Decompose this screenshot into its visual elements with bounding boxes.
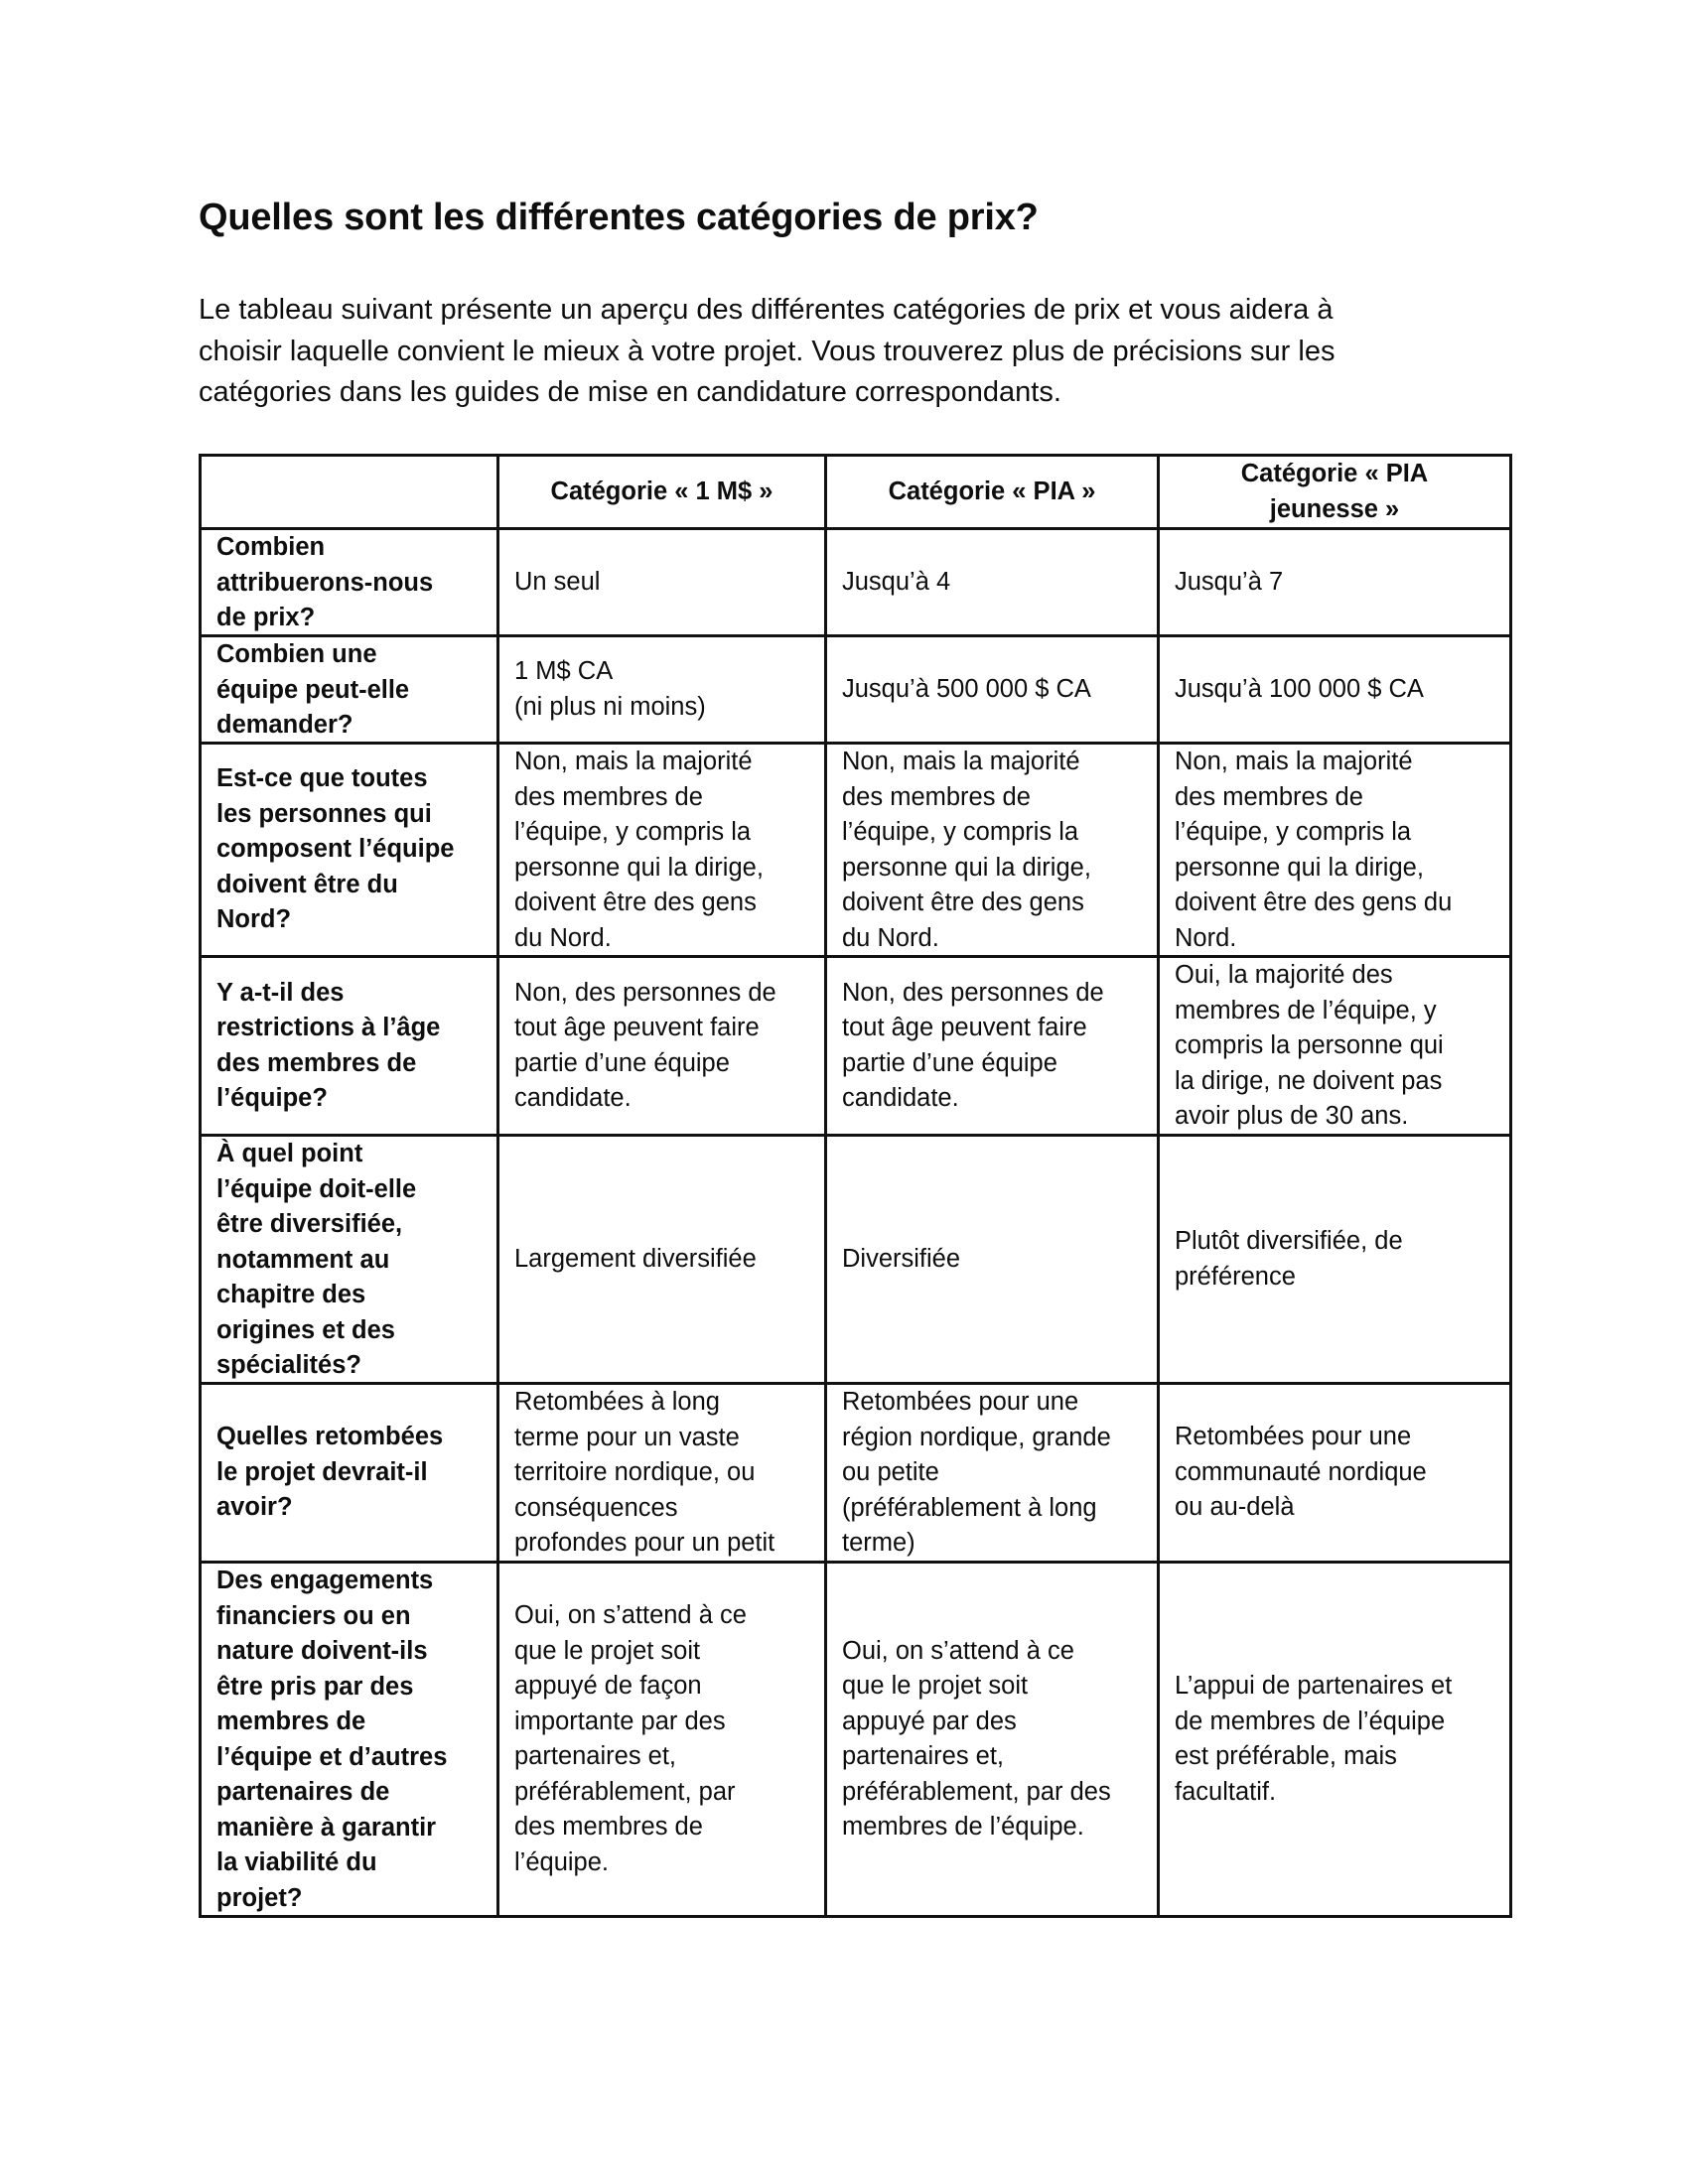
text-line: L’appui de partenaires et (1175, 1672, 1453, 1700)
cell-content (842, 745, 1147, 955)
cell-content (514, 1598, 814, 1880)
cell-category-pia (826, 1136, 1159, 1384)
text-line: partie d’une équipe (514, 1048, 730, 1077)
cell-content (514, 1385, 814, 1561)
cell-content (1175, 745, 1499, 955)
text-line: terme pour un vaste (514, 1423, 740, 1451)
table-row (201, 957, 1511, 1136)
cell-category-pia (826, 744, 1159, 957)
text-line: équipe peut-elle (216, 675, 410, 704)
text-line: projet? (216, 1883, 303, 1912)
text-line: Quelles retombées (216, 1423, 444, 1451)
cell-category-pia (826, 957, 1159, 1136)
text-line: Jusqu’à 500 000 $ CA (842, 674, 1091, 703)
prize-categories-table (199, 454, 1512, 1918)
cell-category-1m (498, 636, 826, 744)
text-line: Y a-t-il des (216, 978, 345, 1007)
row-question (201, 744, 498, 957)
cell-content (842, 565, 1147, 601)
text-line: l’équipe. (514, 1847, 609, 1876)
text-line: de membres de l’équipe (1175, 1706, 1446, 1735)
text-line: doivent être du (216, 870, 398, 898)
text-line: que le projet soit (842, 1672, 1029, 1700)
cell-category-pia (826, 1384, 1159, 1563)
text-line: l’équipe? (216, 1084, 328, 1112)
text-line: la dirige, ne doivent pas (1175, 1066, 1443, 1095)
cell-category-pia (826, 1563, 1159, 1917)
cell-content (1175, 672, 1499, 708)
text-line: avoir plus de 30 ans. (1175, 1102, 1409, 1130)
text-line: appuyé par des (842, 1706, 1017, 1735)
text-line: l’équipe et d’autres (216, 1742, 448, 1771)
text-line: attribuerons-nous (216, 568, 434, 597)
text-line: membres de l’équipe, y (1175, 996, 1437, 1024)
cell-category-pia-jeunesse (1159, 1384, 1511, 1563)
text-line: tout âge peuvent faire (514, 1014, 760, 1041)
text-line: Nord. (1175, 923, 1237, 952)
text-line: Non, mais la majorité (842, 748, 1080, 775)
row-question (201, 1384, 498, 1563)
text-line: 1 M$ CA (514, 657, 614, 685)
cell-category-1m (498, 1563, 826, 1917)
text-line: Oui, on s’attend à ce (514, 1601, 747, 1629)
cell-content (842, 1242, 1147, 1278)
text-line: membres de (216, 1707, 366, 1735)
table-row (201, 744, 1511, 957)
header-category-pia-jeunesse (1159, 456, 1511, 529)
cell-content (514, 654, 814, 725)
text-line: (ni plus ni moins) (514, 692, 706, 721)
text-line: appuyé de façon (514, 1672, 702, 1700)
text-line: Combien (216, 533, 326, 561)
text-line: chapitre des (216, 1281, 366, 1308)
text-line: Jusqu’à 100 000 $ CA (1175, 674, 1424, 703)
header-empty-cell (201, 456, 498, 529)
text-line: compris la personne qui (1175, 1031, 1444, 1059)
intro-line: choisir laquelle convient le mieux à votre projet. Vous trouverez plus de précisions sur les (199, 335, 1336, 367)
cell-content (1175, 565, 1499, 601)
text-line: Retombées pour une (842, 1388, 1079, 1416)
text-line: candidate. (842, 1084, 959, 1112)
text-line: que le projet soit (514, 1636, 701, 1665)
text-line: Jusqu’à 7 (1175, 567, 1284, 596)
cell-content (514, 745, 814, 955)
table-row (201, 529, 1511, 636)
header-category-1m (498, 456, 826, 529)
text-line: restrictions à l’âge (216, 1014, 441, 1041)
text-line: des membres de (514, 1813, 703, 1841)
text-line: des membres de (514, 782, 703, 811)
text-line: de prix? (216, 604, 316, 631)
text-line: partenaires de (216, 1778, 390, 1806)
intro-paragraph (199, 290, 1509, 414)
text-line: demander? (216, 711, 353, 739)
cell-content (216, 530, 487, 634)
text-line: Oui, on s’attend à ce (842, 1636, 1074, 1665)
text-line: communauté nordique (1175, 1457, 1427, 1486)
text-line: candidate. (514, 1084, 632, 1112)
text-line: terme) (842, 1529, 915, 1557)
text-line: Catégorie « PIA » (888, 477, 1096, 505)
text-line: des membres de (216, 1048, 417, 1077)
row-question (201, 957, 498, 1136)
cell-content (216, 761, 487, 938)
text-line: composent l’équipe (216, 835, 455, 864)
cell-content (1175, 1669, 1499, 1810)
cell-content (216, 1564, 487, 1915)
table-row (201, 1563, 1511, 1917)
cell-category-pia-jeunesse (1159, 529, 1511, 636)
cell-content (216, 976, 487, 1117)
text-line: financiers ou en (216, 1601, 411, 1630)
text-line: partie d’une équipe (842, 1048, 1057, 1077)
text-line: spécialités? (216, 1351, 361, 1379)
text-line: personne qui la dirige, (514, 853, 764, 882)
text-line: doivent être des gens (514, 888, 757, 916)
cell-category-1m (498, 957, 826, 1136)
cell-content (1175, 1224, 1499, 1295)
table-row (201, 1136, 1511, 1384)
text-line: partenaires et, (842, 1742, 1005, 1770)
text-line: Est-ce que toutes (216, 764, 428, 793)
text-line: être diversifiée, (216, 1210, 403, 1238)
cell-content (842, 672, 1147, 708)
table-header-row (201, 456, 1511, 529)
text-line: Nord? (216, 905, 292, 934)
text-line: nature doivent-ils (216, 1637, 428, 1665)
text-line: préférablement, par (514, 1777, 736, 1806)
text-line: des membres de (1175, 782, 1363, 811)
cell-content (216, 637, 487, 742)
text-line: Combien une (216, 640, 377, 668)
text-line: importante par des (514, 1706, 726, 1735)
cell-content (514, 1242, 814, 1278)
text-line: l’équipe doit-elle (216, 1174, 417, 1203)
cell-content (842, 976, 1147, 1117)
text-line: tout âge peuvent faire (842, 1014, 1087, 1041)
cell-content (842, 1385, 1147, 1561)
cell-category-1m (498, 529, 826, 636)
cell-content (216, 1420, 487, 1526)
cell-content (514, 976, 814, 1117)
text-line: ou au-delà (1175, 1493, 1295, 1522)
text-line: conséquences (514, 1493, 678, 1522)
text-line: Non, mais la majorité (514, 748, 753, 775)
intro-line: Le tableau suivant présente un aperçu des différentes catégories de prix et vous aidera à (199, 294, 1334, 326)
header-category-pia (826, 456, 1159, 529)
text-line: personne qui la dirige, (842, 853, 1091, 882)
text-line: doivent être des gens du (1175, 888, 1453, 916)
intro-line: catégories dans les guides de mise en candidature correspondants. (199, 376, 1061, 408)
text-line: jeunesse » (1269, 494, 1400, 523)
cell-content (216, 1137, 487, 1382)
cell-content (1175, 1420, 1499, 1526)
text-line: (préférablement à long (842, 1493, 1097, 1522)
page-title: Quelles sont les différentes catégories de prix? (199, 197, 1039, 238)
text-line: l’équipe, y compris la (1175, 818, 1412, 846)
cell-category-1m (498, 744, 826, 957)
text-line: préférence (1175, 1262, 1296, 1291)
cell-category-1m (498, 1384, 826, 1563)
text-line: Non, mais la majorité (1175, 748, 1413, 775)
text-line: Un seul (514, 567, 601, 596)
row-question (201, 529, 498, 636)
text-line: être pris par des (216, 1672, 414, 1701)
text-line: membres de l’équipe. (842, 1813, 1084, 1841)
table-row (201, 1384, 1511, 1563)
text-line: Plutôt diversifiée, de (1175, 1227, 1403, 1255)
text-line: l’équipe, y compris la (514, 818, 752, 846)
text-line: du Nord. (514, 923, 612, 952)
text-line: Retombées pour une (1175, 1423, 1412, 1451)
cell-content (514, 565, 814, 601)
text-line: les personnes qui (216, 799, 432, 828)
text-line: Retombées à long (514, 1388, 720, 1416)
cell-category-1m (498, 1136, 826, 1384)
row-question (201, 1136, 498, 1384)
text-line: profondes pour un petit (514, 1529, 775, 1557)
row-question (201, 636, 498, 744)
text-line: personne qui la dirige, (1175, 853, 1424, 882)
text-line: est préférable, mais (1175, 1742, 1397, 1770)
cell-category-pia-jeunesse (1159, 957, 1511, 1136)
cell-category-pia (826, 636, 1159, 744)
text-line: ou petite (842, 1458, 939, 1486)
text-line: Diversifiée (842, 1244, 961, 1273)
text-line: territoire nordique, ou (514, 1458, 756, 1486)
cell-category-pia-jeunesse (1159, 1563, 1511, 1917)
cell-content (842, 1634, 1147, 1845)
text-line: Oui, la majorité des (1175, 961, 1393, 989)
text-line: du Nord. (842, 923, 939, 952)
cell-content (1175, 958, 1499, 1134)
text-line: facultatif. (1175, 1777, 1277, 1806)
table-body (201, 529, 1511, 1917)
text-line: Jusqu’à 4 (842, 567, 951, 596)
cell-category-pia (826, 529, 1159, 636)
text-line: la viabilité du (216, 1848, 377, 1876)
text-line: le projet devrait-il (216, 1457, 428, 1486)
text-line: Non, des personnes de (514, 978, 776, 1007)
table-row (201, 636, 1511, 744)
cell-category-pia-jeunesse (1159, 636, 1511, 744)
text-line: des membres de (842, 782, 1031, 811)
text-line: manière à garantir (216, 1813, 437, 1842)
text-line: Catégorie « PIA (1240, 460, 1429, 487)
text-line: origines et des (216, 1315, 395, 1344)
text-line: partenaires et, (514, 1742, 677, 1770)
text-line: doivent être des gens (842, 888, 1084, 916)
text-line: Des engagements (216, 1567, 434, 1594)
text-line: À quel point (216, 1140, 363, 1167)
text-line: Largement diversifiée (514, 1244, 757, 1273)
text-line: avoir? (216, 1493, 293, 1522)
text-line: l’équipe, y compris la (842, 818, 1079, 846)
text-line: notamment au (216, 1245, 390, 1274)
row-question (201, 1563, 498, 1917)
text-line: Non, des personnes de (842, 978, 1104, 1007)
cell-category-pia-jeunesse (1159, 1136, 1511, 1384)
text-line: préférablement, par des (842, 1777, 1111, 1806)
text-line: région nordique, grande (842, 1423, 1111, 1451)
cell-category-pia-jeunesse (1159, 744, 1511, 957)
text-line: Catégorie « 1 M$ » (550, 477, 774, 505)
